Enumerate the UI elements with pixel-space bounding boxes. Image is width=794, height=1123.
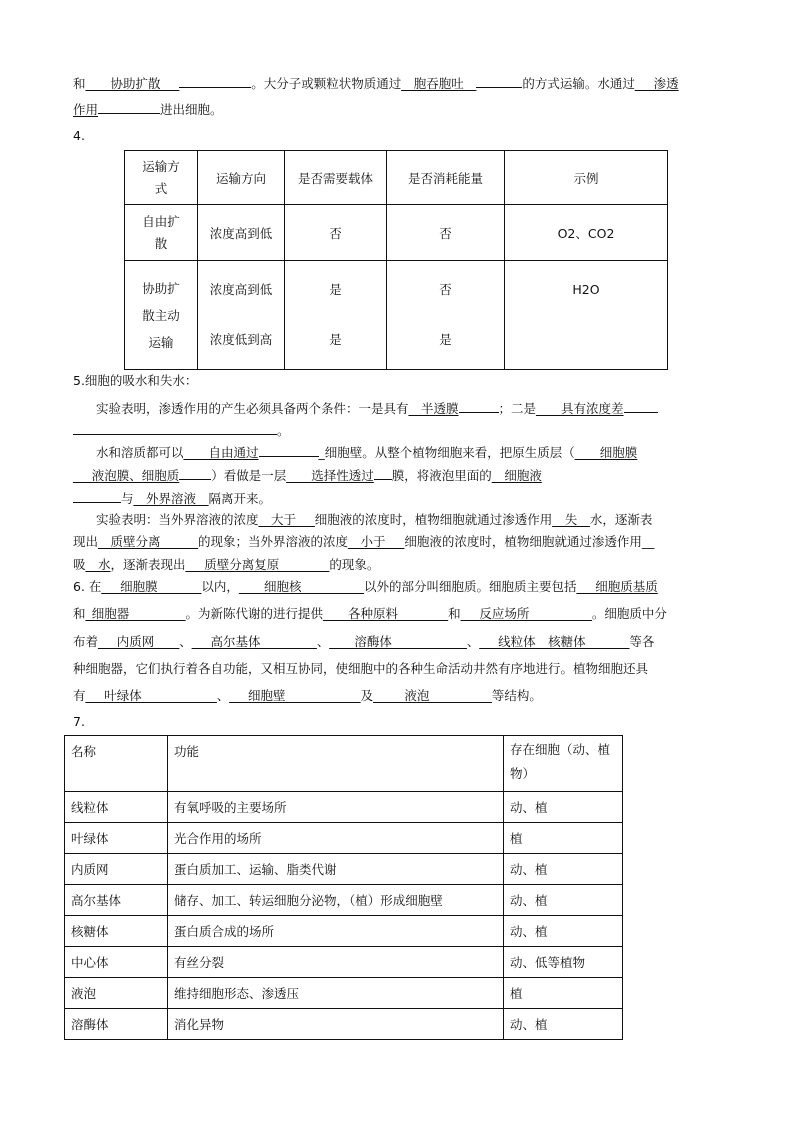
s5-line7: 现出__质壁分离______的现象；当外界溶液的浓度__小于___细胞液的浓度时，植物细胞就通过渗透作用__ [73, 534, 655, 549]
table-cell: 否 [285, 205, 387, 261]
table-cell: 自由扩散 [125, 205, 198, 261]
transport-table [124, 150, 668, 370]
table-header-row [125, 151, 668, 205]
table-row [65, 792, 623, 823]
table-cell: 光合作用的场所 [168, 823, 504, 854]
table-cell: 动、植 [504, 885, 623, 916]
table-row [125, 261, 668, 370]
table-cell: 动、低等植物 [504, 947, 623, 978]
s5-line4: ___液泡膜、细胞质 ）看做是一层____选择性透过 膜，将液泡里面的__细胞液 [73, 468, 542, 483]
table-cell: 线粒体 [65, 792, 168, 823]
table-cell: 浓度高到低 [198, 205, 285, 261]
table-cell: 协助扩散主动运输 [125, 261, 198, 370]
table-row [65, 978, 623, 1009]
table-header-cell: 存在细胞（动、植物） [504, 736, 623, 792]
table-cell: 有丝分裂 [168, 947, 504, 978]
table-row [65, 885, 623, 916]
table-cell: 有氧呼吸的主要场所 [168, 792, 504, 823]
table-header-cell: 示例 [505, 151, 668, 205]
table-cell: 动、植 [504, 792, 623, 823]
s5-line6: 实验表明：当外界溶液的浓度__大于___细胞液的浓度时，植物细胞就通过渗透作用__失__水，逐渐表 [96, 512, 653, 527]
table-cell: 蛋白质合成的场所 [168, 916, 504, 947]
s5-line5: 与__外界溶液__隔离开来。 [73, 489, 271, 508]
table-cell: 高尔基体 [65, 885, 168, 916]
table-cell: 动、植 [504, 854, 623, 885]
s5-line2: 。 [73, 421, 290, 440]
table-header-cell: 功能 [168, 736, 504, 792]
table-row [65, 1009, 623, 1040]
section-5-heading: 5.细胞的吸水和失水： [73, 373, 198, 388]
table-row [65, 916, 623, 947]
section-4-number: 4. [73, 128, 85, 143]
table-cell: 维持细胞形态、渗透压 [168, 978, 504, 1009]
s6-line2: 和_细胞器_________。为新陈代谢的进行提供____各种原料________和___反应场所__________。细胞质中分 [73, 606, 667, 621]
table-header-cell: 是否消耗能量 [387, 151, 505, 205]
table-row [125, 205, 668, 261]
table-cell: 动、植 [504, 1009, 623, 1040]
table-cell: 叶绿体 [65, 823, 168, 854]
table-row [65, 854, 623, 885]
section-7-number: 7. [73, 714, 85, 729]
table-cell: 动、植 [504, 916, 623, 947]
table-row [65, 823, 623, 854]
table-header-row [65, 736, 623, 792]
s3-line1: 和____协助扩散___ 。大分子或颗粒状物质通过__胞吞胞吐__ 的方式运输。水通过___渗透 [73, 76, 679, 91]
table-header-cell: 运输方向 [198, 151, 285, 205]
table-cell: 否 是 [387, 261, 505, 370]
table-cell: 溶酶体 [65, 1009, 168, 1040]
table-header-cell: 是否需要载体 [285, 151, 387, 205]
s6-line1: 6. 在___细胞膜_______以内，____细胞核__________以外的部分叫细胞质。细胞质主要包括___细胞质基质 [73, 579, 658, 594]
table-cell: 是 是 [285, 261, 387, 370]
s5-line1: 实验表明，渗透作用的产生必须具备两个条件：一是具有__半透膜 ；二是____具有浓度差 [96, 399, 658, 418]
table-cell: 浓度高到低 浓度低到高 [198, 261, 285, 370]
s5-line3: 水和溶质都可以____自由通过 _细胞壁。从整个植物细胞来看，把原生质层（____细胞膜 [96, 445, 638, 460]
s3-line2: 作用 进出细胞。 [73, 102, 223, 117]
table-cell: 储存、加工、转运细胞分泌物，（植）形成细胞壁 [168, 885, 504, 916]
table-cell: 消化异物 [168, 1009, 504, 1040]
table-cell: 植 [504, 978, 623, 1009]
table-cell: H2O [505, 261, 668, 370]
table-cell: O2、CO2 [505, 205, 668, 261]
s5-line8: 吸__水，逐渐表现出___质壁分离复原________的现象。 [73, 557, 380, 572]
s6-line4: 种细胞器，它们执行着各自功能，又相互协同，使细胞中的各种生命活动井然有序地进行。植物细胞还具 [73, 661, 649, 676]
s6-line5: 有___叶绿体____________、___细胞壁____________及_____液泡__________等结构。 [73, 688, 542, 703]
table-cell: 植 [504, 823, 623, 854]
table-row [65, 947, 623, 978]
organelle-table [64, 735, 623, 1040]
table-cell: 中心体 [65, 947, 168, 978]
table-cell: 蛋白质加工、运输、脂类代谢 [168, 854, 504, 885]
table-cell: 核糖体 [65, 916, 168, 947]
table-header-cell: 名称 [65, 736, 168, 792]
table-cell: 液泡 [65, 978, 168, 1009]
table-cell: 内质网 [65, 854, 168, 885]
table-cell: 否 [387, 205, 505, 261]
s6-line3: 布着___内质网____、___高尔基体_________、____溶酶体____________、___线粒体__核糖体_______等各 [73, 634, 655, 649]
table-header-cell: 运输方式 [125, 151, 198, 205]
